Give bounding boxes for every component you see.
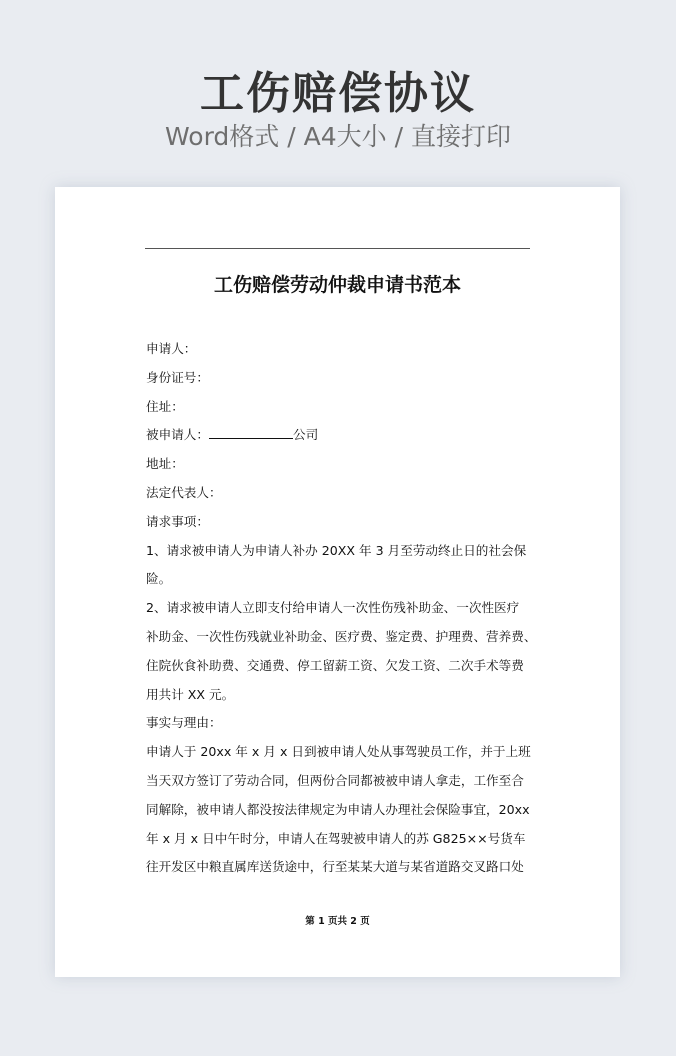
- field-residence: 住址：: [146, 398, 184, 414]
- respondent-blank: [209, 427, 293, 439]
- page-number-footer: 第 1 页共 2 页: [305, 916, 370, 927]
- field-address: 地址：: [146, 456, 184, 472]
- hero-title: 工伤赔偿协议: [200, 68, 476, 119]
- header-rule: [145, 248, 530, 249]
- facts-line: 往开发区中粮直属库送货途中，行至某某大道与某省道路交叉路口处: [146, 859, 524, 875]
- facts-line: 当天双方签订了劳动合同，但两份合同都被被申请人拿走，工作至合: [146, 772, 524, 788]
- field-applicant: 申请人：: [146, 341, 197, 356]
- facts-paragraph: [146, 738, 536, 882]
- facts-heading: 事实与理由：: [146, 715, 222, 731]
- document-page: [55, 187, 620, 977]
- document-body: [146, 335, 536, 882]
- field-id-number: 身份证号：: [146, 369, 209, 385]
- claim-1: [146, 537, 536, 595]
- document-title: 工伤赔偿劳动仲裁申请书范本: [213, 274, 461, 296]
- claim-2: [146, 594, 536, 709]
- claim-line: 1、请求被申请人为申请人补办 20XX 年 3 月至劳动终止日的社会保: [146, 542, 527, 558]
- claim-line: 2、请求被申请人立即支付给申请人一次性伤残补助金、一次性医疗: [146, 600, 520, 616]
- facts-line: 年 x 月 x 日中午时分，申请人在驾驶被申请人的苏 G825××号货车: [146, 830, 526, 846]
- claim-line: 住院伙食补助费、交通费、停工留薪工资、欠发工资、二次手术等费: [146, 657, 524, 673]
- claim-line: 用共计 XX 元。: [146, 686, 235, 702]
- respondent-label: 被申请人：: [146, 427, 209, 443]
- hero-subtitle: Word格式 / A4大小 / 直接打印: [165, 122, 511, 151]
- claim-line: 补助金、一次性伤残就业补助金、医疗费、鉴定费、护理费、营养费、: [146, 628, 536, 644]
- claim-line: 险。: [146, 571, 172, 587]
- field-respondent: [146, 421, 536, 450]
- field-legal-rep: 法定代表人：: [146, 484, 222, 500]
- facts-line: 同解除，被申请人都没按法律规定为申请人办理社会保险事宜，20xx: [146, 801, 530, 817]
- facts-line: 申请人于 20xx 年 x 月 x 日到被申请人处从事驾驶员工作，并于上班: [146, 744, 531, 760]
- claims-heading: 请求事项：: [146, 513, 209, 529]
- respondent-suffix: 公司: [292, 427, 319, 443]
